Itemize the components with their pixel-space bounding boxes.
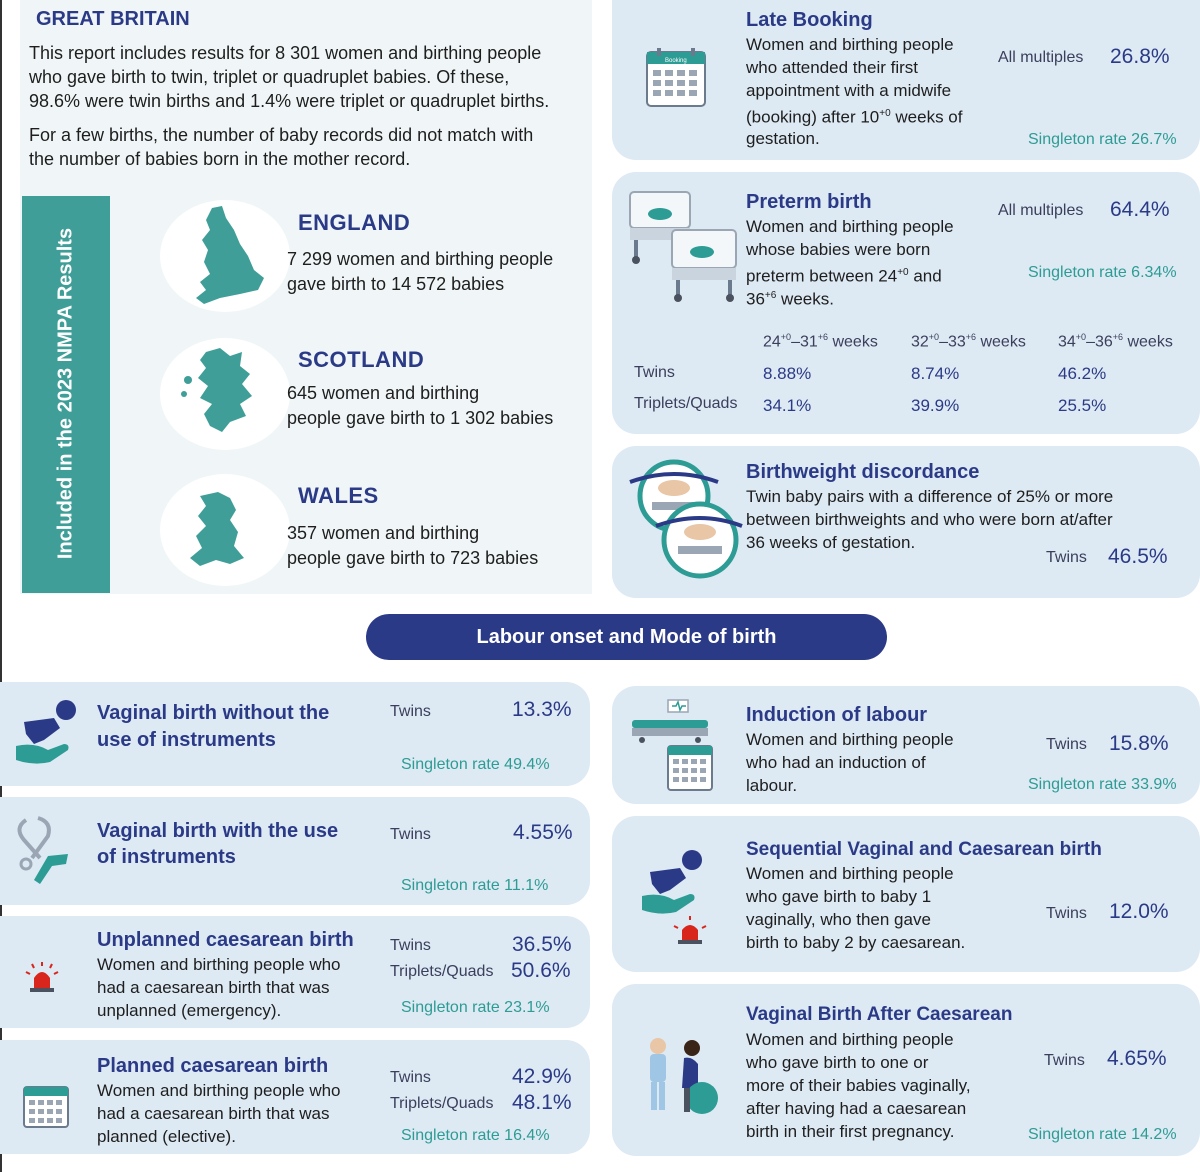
england-title: ENGLAND <box>298 210 411 235</box>
late-booking-singleton: Singleton rate 26.7% <box>1028 131 1177 148</box>
vbac-value: 4.65% <box>1107 1047 1167 1070</box>
england-line1: 7 299 women and birthing people <box>287 249 554 269</box>
vbac-l5: birth in their first pregnancy. <box>746 1122 955 1141</box>
gb-para1-l2: who gave birth to twin, triplet or quadruplet babies. Of these, <box>29 67 510 87</box>
preterm-cell: 34.1% <box>763 396 812 415</box>
induction-l2: who had an induction of <box>746 753 926 772</box>
preterm-singleton: Singleton rate 6.34% <box>1028 264 1177 281</box>
gb-para1-l3: 98.6% were twin births and 1.4% were triplet or quadruplet births. <box>29 91 550 111</box>
late-booking-l3: appointment with a midwife <box>746 81 952 100</box>
unplanned-title: Unplanned caesarean birth <box>97 929 354 951</box>
preterm-cell: 25.5% <box>1058 396 1107 415</box>
baby-hand-icon <box>14 698 80 768</box>
calendar-icon <box>645 46 707 108</box>
preterm-cell: 8.88% <box>763 364 812 383</box>
gb-para1-l1: This report includes results for 8 301 women and birthing people <box>29 43 542 63</box>
scotland-map-circle <box>160 338 290 450</box>
vaginal-no-inst-title-l2: use of instruments <box>97 729 276 751</box>
baby-hand-siren-icon <box>634 848 722 946</box>
vbac-label: Twins <box>1044 1052 1085 1069</box>
discordance-label: Twins <box>1046 549 1087 566</box>
planned-singleton: Singleton rate 16.4% <box>401 1127 550 1144</box>
induction-l3: labour. <box>746 776 798 795</box>
england-map-icon <box>160 200 290 312</box>
sequential-l1: Women and birthing people <box>746 864 954 883</box>
induction-singleton: Singleton rate 33.9% <box>1028 776 1177 793</box>
preterm-label: All multiples <box>998 202 1084 219</box>
svg-text:Booking: Booking <box>665 58 687 64</box>
vbac-l1: Women and birthing people <box>746 1030 954 1049</box>
gb-para2-l2: the number of babies born in the mother record. <box>29 149 411 169</box>
baby-scale-icon <box>626 456 744 586</box>
vaginal-inst-value: 4.55% <box>513 821 573 844</box>
planned-l3: planned (elective). <box>97 1127 236 1146</box>
vbac-title: Vaginal Birth After Caesarean <box>746 1004 1013 1025</box>
scotland-line2: people gave birth to 1 302 babies <box>287 408 554 428</box>
planned-label-twins: Twins <box>390 1069 431 1086</box>
vaginal-no-inst-title-l1: Vaginal birth without the <box>97 702 330 724</box>
bed-calendar-icon <box>628 698 720 794</box>
induction-l1: Women and birthing people <box>746 730 954 749</box>
planned-value-twins: 42.9% <box>512 1065 572 1088</box>
england-line2: gave birth to 14 572 babies <box>287 274 505 294</box>
forceps-icon <box>12 814 74 886</box>
discordance-l3: 36 weeks of gestation. <box>746 533 916 552</box>
gb-title: GREAT BRITAIN <box>36 8 190 30</box>
induction-title: Induction of labour <box>746 704 928 726</box>
preterm-col-header-1: $24^{+0}-31^{+6}$ weeks <box>763 332 878 351</box>
vaginal-no-inst-value: 13.3% <box>512 698 572 721</box>
induction-label: Twins <box>1046 736 1087 753</box>
preterm-l4: $36^{+6}$ weeks. <box>746 289 834 309</box>
preterm-cell: 39.9% <box>911 396 960 415</box>
scotland-map-icon <box>160 338 290 450</box>
unplanned-l2: had a caesarean birth that was <box>97 978 330 997</box>
unplanned-l3: unplanned (emergency). <box>97 1001 282 1020</box>
wales-map-icon <box>160 474 290 586</box>
vaginal-inst-title-l1: Vaginal birth with the use <box>97 820 339 842</box>
sequential-label: Twins <box>1046 905 1087 922</box>
vbac-l3: more of their babies vaginally, <box>746 1076 971 1095</box>
unplanned-singleton: Singleton rate 23.1% <box>401 999 550 1016</box>
vbac-l2: who gave birth to one or <box>746 1053 929 1072</box>
wales-line2: people gave birth to 723 babies <box>287 548 539 568</box>
vaginal-inst-title-l2: of instruments <box>97 846 236 868</box>
sequential-l3: vaginally, who then gave <box>746 910 931 929</box>
preterm-col-header-3: $34^{+0}-36^{+6}$ weeks <box>1058 332 1173 351</box>
late-booking-l5: gestation. <box>746 129 820 148</box>
sequential-value: 12.0% <box>1109 900 1169 923</box>
england-map-circle <box>160 200 290 312</box>
sequential-l4: birth to baby 2 by caesarean. <box>746 933 966 952</box>
vaginal-no-inst-label: Twins <box>390 703 431 720</box>
discordance-l1: Twin baby pairs with a difference of 25% or more <box>746 487 1114 506</box>
vbac-l4: after having had a caesarean <box>746 1099 967 1118</box>
vaginal-inst-label: Twins <box>390 826 431 843</box>
calendar-icon <box>22 1083 70 1129</box>
sequential-title: Sequential Vaginal and Caesarean birth <box>746 839 1102 860</box>
late-booking-value: 26.8% <box>1110 45 1170 68</box>
nmpa-sidebar-label: Included in the 2023 NMPA Results <box>54 227 77 560</box>
planned-title: Planned caesarean birth <box>97 1055 329 1077</box>
induction-value: 15.8% <box>1109 732 1169 755</box>
late-booking-l1: Women and birthing people <box>746 35 954 54</box>
unplanned-label-triplets: Triplets/Quads <box>390 963 494 980</box>
scotland-line1: 645 women and birthing <box>287 383 480 403</box>
unplanned-value-twins: 36.5% <box>512 933 572 956</box>
preterm-value: 64.4% <box>1110 198 1170 221</box>
unplanned-label-twins: Twins <box>390 937 431 954</box>
planned-value-triplets: 48.1% <box>512 1091 572 1114</box>
vaginal-no-inst-singleton: Singleton rate 49.4% <box>401 756 550 773</box>
late-booking-label: All multiples <box>998 49 1084 66</box>
unplanned-value-triplets: 50.6% <box>511 959 571 982</box>
preterm-row-label-triplets: Triplets/Quads <box>634 395 738 412</box>
preterm-cell: 8.74% <box>911 364 960 383</box>
vaginal-inst-singleton: Singleton rate 11.1% <box>401 877 549 894</box>
preterm-col-header-2: $32^{+0}-33^{+6}$ weeks <box>911 332 1026 351</box>
planned-l1: Women and birthing people who <box>97 1081 341 1100</box>
wales-map-circle <box>160 474 290 586</box>
discordance-title: Birthweight discordance <box>746 461 980 483</box>
preterm-title: Preterm birth <box>746 191 872 213</box>
wales-line1: 357 women and birthing <box>287 523 480 543</box>
preterm-l2: whose babies were born <box>746 240 931 259</box>
gb-para2-l1: For a few births, the number of baby records did not match with <box>29 125 534 145</box>
midwife-patient-icon <box>640 1036 724 1116</box>
planned-label-triplets: Triplets/Quads <box>390 1095 494 1112</box>
late-booking-l4: (booking) after $10^{+0}$ weeks of <box>746 107 963 127</box>
unplanned-l1: Women and birthing people who <box>97 955 341 974</box>
siren-icon <box>24 962 60 992</box>
late-booking-title: Late Booking <box>746 9 873 31</box>
preterm-l1: Women and birthing people <box>746 217 954 236</box>
section-banner: Labour onset and Mode of birth <box>366 614 887 660</box>
wales-title: WALES <box>298 483 379 508</box>
discordance-l2: between birthweights and who were born at/after <box>746 510 1113 529</box>
planned-l2: had a caesarean birth that was <box>97 1104 330 1123</box>
scotland-title: SCOTLAND <box>298 347 425 372</box>
vbac-singleton: Singleton rate 14.2% <box>1028 1126 1177 1143</box>
preterm-row-label-twins: Twins <box>634 364 675 381</box>
sequential-l2: who gave birth to baby 1 <box>746 887 932 906</box>
incubator-icon <box>626 188 742 304</box>
late-booking-l2: who attended their first <box>746 58 918 77</box>
preterm-l3: preterm between $24^{+0}$ and <box>746 266 942 286</box>
discordance-value: 46.5% <box>1108 545 1168 568</box>
preterm-cell: 46.2% <box>1058 364 1107 383</box>
